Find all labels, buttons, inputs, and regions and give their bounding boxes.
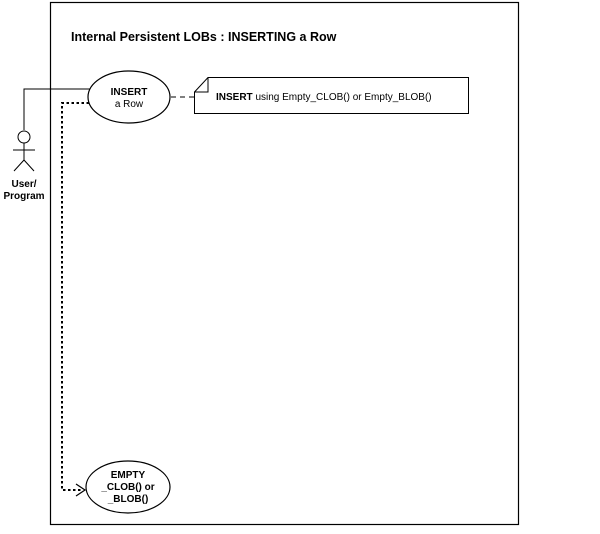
diagram-title: Internal Persistent LOBs : INSERTING a Row <box>71 30 337 44</box>
stick-figure-actor-icon <box>13 131 35 171</box>
note-text-rest: using Empty_CLOB() or Empty_BLOB() <box>252 92 432 103</box>
use-case-empty-line2: _CLOB() or <box>101 482 155 493</box>
use-case-insert-line2: a Row <box>114 99 144 110</box>
note-text-bold: INSERT <box>216 92 253 103</box>
actor-connector-line <box>24 89 90 130</box>
use-case-empty-line1: EMPTY <box>110 470 146 481</box>
actor-label-line2: Program <box>3 191 45 202</box>
note-text <box>216 92 432 103</box>
use-case-insert-line1: INSERT <box>110 87 148 98</box>
actor-label-line1: User/ <box>11 179 37 190</box>
use-case-empty-line3: _BLOB() <box>107 494 149 505</box>
dependency-dotted-line <box>62 103 89 490</box>
